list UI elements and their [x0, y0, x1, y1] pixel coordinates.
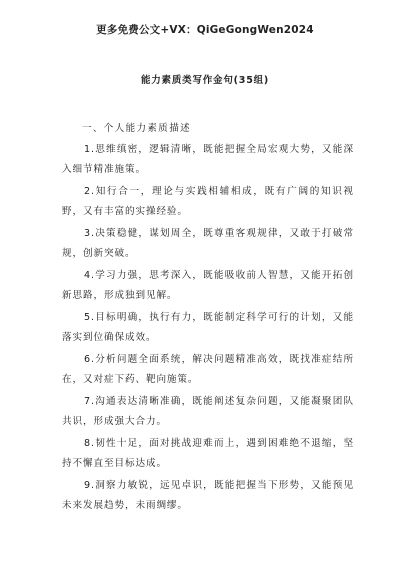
list-item: 1.思维缜密，逻辑清晰，既能把握全局宏观大势，又能深入细节精准施策。 [62, 144, 354, 175]
list-item: 7.沟通表达清晰准确，既能阐述复杂问题，又能凝聚团队共识，形成强大合力。 [62, 396, 354, 427]
list-item: 2.知行合一，理论与实践相辅相成，既有广阔的知识视野，又有丰富的实操经验。 [62, 186, 354, 217]
list-item: 9.洞察力敏锐，远见卓识，既能把握当下形势，又能预见未来发展趋势，未雨绸缪。 [62, 480, 354, 511]
list-item: 4.学习力强，思考深入，既能吸收前人智慧，又能开拓创新思路，形成独到见解。 [62, 270, 354, 301]
list-item: 5.目标明确，执行有力，既能制定科学可行的计划，又能落实到位确保成效。 [62, 312, 354, 343]
list-item: 6.分析问题全面系统，解决问题精准高效，既找准症结所在，又对症下药、靶向施策。 [62, 354, 354, 385]
item-list [62, 140, 354, 518]
list-item: 3.决策稳健，谋划周全，既尊重客观规律，又敢于打破常规，创新突破。 [62, 228, 354, 259]
section-heading: 一、个人能力素质描述 [82, 123, 192, 134]
promo-header: 更多免费公文+VX：QiGeGongWen2024 [96, 24, 314, 36]
list-item: 8.韧性十足，面对挑战迎难而上，遇到困难绝不退缩，坚持不懈直至目标达成。 [62, 438, 354, 469]
document-title: 能力素质类写作金句(35组) [140, 75, 270, 86]
